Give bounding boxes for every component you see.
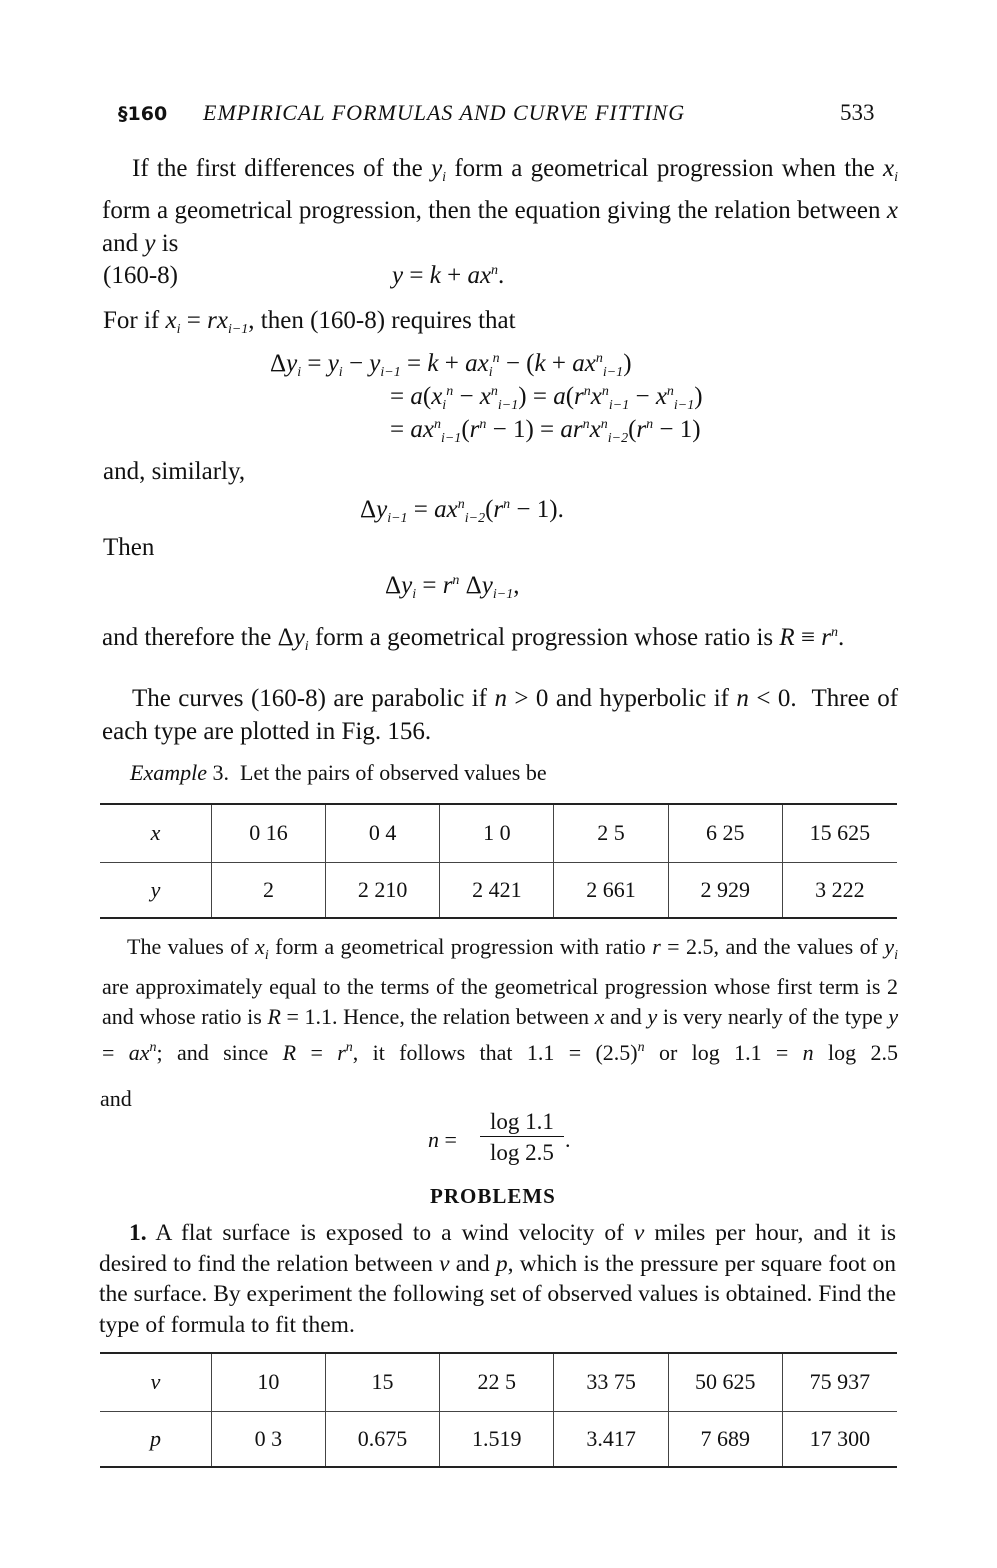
text-similarly: and, similarly, bbox=[103, 458, 246, 485]
table-row bbox=[100, 1354, 897, 1411]
table-cell: 0 3 bbox=[211, 1411, 325, 1466]
problem-1: 1. A flat surface is exposed to a wind velocity of v miles per hour, and it is desired to find the relation between v and p, which is the pressure per square foot on the surface. By experiment the following set of observed values is obtained. Find the type of formula to fit them. bbox=[99, 1220, 897, 1338]
table-row bbox=[100, 862, 897, 917]
derivation-line-1: $\Delta y_i = y_i - y_{i-1} = k + ax_i^n - (k + ax^n_{i-1})$ bbox=[270, 350, 632, 380]
section-number: §160 bbox=[118, 103, 168, 125]
table-row bbox=[100, 1411, 897, 1466]
problems-heading: PROBLEMS bbox=[430, 1184, 556, 1208]
fraction-denominator: log 2.5 bbox=[490, 1140, 554, 1165]
table-cell: 2 5 bbox=[554, 805, 668, 862]
table-observed-xy bbox=[100, 805, 897, 917]
table-cell: 2 421 bbox=[440, 862, 554, 917]
table-cell: 7 689 bbox=[668, 1411, 782, 1466]
table-cell: 3 222 bbox=[782, 862, 897, 917]
table-cell: 15 625 bbox=[782, 805, 897, 862]
table-cell: 0 16 bbox=[211, 805, 325, 862]
equation-ratio: $\Delta y_i = r^n$ $\Delta y_{i-1}$, bbox=[385, 572, 520, 602]
equation-160-8: $y = k + ax^n$. bbox=[392, 262, 505, 289]
paragraph-example-analysis: The values of $x_i$ form a geometrical progression with ratio r = 2.5, and the values of $y_i$ are approximately equal to the terms of the geometrical progression whose first term is 2 and whose ratio is R = 1.1. Hence, the relation between x and y is very nearly of the type $y = ax^n$; and since $R = r^n$, it follows that $1.1 = (2.5)^n$ or log 1.1 = n log 2.5 bbox=[102, 934, 899, 1065]
row-label-y: y bbox=[150, 876, 161, 902]
equation-label: (160-8) bbox=[103, 262, 178, 289]
text-then: Then bbox=[103, 534, 155, 561]
derivation-line-3: = $ax^n_{i-1}(r^n - 1) = ar^nx^n_{i-2}(r^n - 1)$ bbox=[390, 416, 701, 446]
table-cell: 2 bbox=[211, 862, 325, 917]
table1-bottom-rule bbox=[100, 917, 897, 919]
table-cell: 15 bbox=[325, 1354, 439, 1411]
table-cell: 17 300 bbox=[782, 1411, 897, 1466]
table-row bbox=[100, 805, 897, 862]
table-cell: 1 0 bbox=[440, 805, 554, 862]
row-label-v: v bbox=[100, 1354, 211, 1411]
table-cell: 22 5 bbox=[440, 1354, 554, 1411]
table-cell: 0.675 bbox=[325, 1411, 439, 1466]
table-cell: 33 75 bbox=[554, 1354, 668, 1411]
fraction-numerator: log 1.1 bbox=[480, 1108, 564, 1137]
table-cell: 2 661 bbox=[554, 862, 668, 917]
paragraph-curves: The curves (160-8) are parabolic if n > 0 and hyperbolic if n < 0. Three of each type are plotted in Fig. 156. bbox=[102, 685, 899, 745]
table-cell: 0 4 bbox=[326, 805, 440, 862]
table-cell: 1.519 bbox=[440, 1411, 554, 1466]
equation-delta-y-prev: $\Delta y_{i-1} = ax^n_{i-2}(r^n - 1)$. bbox=[360, 496, 564, 526]
table-observed-vp bbox=[100, 1354, 897, 1466]
paragraph-therefore: and therefore the $\Delta y_i$ form a geometrical progression whose ratio is $R \equiv r^n$. bbox=[102, 624, 845, 654]
page-number: 533 bbox=[840, 100, 875, 125]
derivation-line-2: = $a(x_i^n - x^n_{i-1}) = a(r^nx^n_{i-1} - x^n_{i-1})$ bbox=[390, 383, 703, 413]
table2-bottom-rule bbox=[100, 1466, 897, 1468]
paragraph-for-if: For if $x_i = rx_{i-1}$, then (160-8) requires that bbox=[103, 307, 516, 337]
table-cell: 50 625 bbox=[668, 1354, 782, 1411]
text-and: and bbox=[100, 1086, 132, 1111]
row-label-x: x bbox=[100, 805, 211, 862]
table-cell: 2 929 bbox=[668, 862, 782, 917]
fraction-lhs: n = bbox=[428, 1127, 457, 1152]
row-label-p: p bbox=[149, 1425, 161, 1451]
paragraph-intro: If the first differences of the $y_i$ form a geometrical progression when the $x_i$ form a geometrical progression, then the equation giving the relation between x and y is bbox=[102, 155, 899, 257]
table-cell: 75 937 bbox=[782, 1354, 897, 1411]
table-cell: 3.417 bbox=[554, 1411, 668, 1466]
table-cell: 6 25 bbox=[668, 805, 782, 862]
table-cell: 10 bbox=[211, 1354, 325, 1411]
example-heading: Example 3. Let the pairs of observed values be bbox=[130, 760, 547, 785]
fraction-period: . bbox=[565, 1127, 571, 1152]
running-title: EMPIRICAL FORMULAS AND CURVE FITTING bbox=[203, 100, 686, 125]
table-cell: 2 210 bbox=[326, 862, 440, 917]
